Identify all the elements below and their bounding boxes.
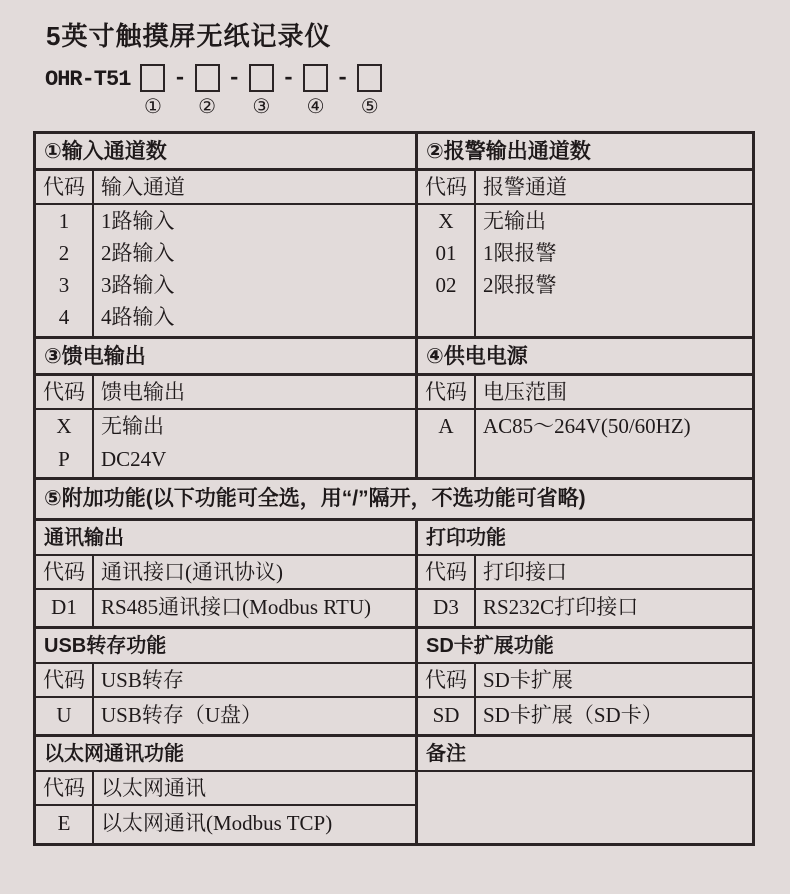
desc-cell: USB转存（U盘） (101, 703, 263, 727)
subsection-title: USB转存功能 (36, 629, 415, 664)
code-cell: 2 (58, 241, 70, 265)
code-cell: 4 (58, 305, 70, 329)
subsection-print-function (418, 521, 752, 626)
section-title: ②报警输出通道数 (418, 134, 752, 171)
table-block-6 (36, 737, 752, 843)
code-column (418, 698, 476, 734)
model-box-5 (357, 64, 382, 92)
section-title: ③馈电输出 (36, 339, 415, 376)
desc-cell: RS232C打印接口 (483, 595, 639, 619)
position-number-5: ⑤ (360, 96, 379, 118)
table-block-5 (36, 629, 752, 737)
code-cell: P (58, 447, 70, 471)
code-cell: U (56, 703, 72, 727)
subsection-usb-transfer (36, 629, 418, 734)
section-title: ④供电电源 (418, 339, 752, 376)
subsection-remarks (418, 737, 752, 843)
code-column (418, 590, 476, 626)
desc-header-cell: 打印接口 (483, 560, 567, 584)
code-cell: 01 (435, 241, 457, 265)
desc-header-cell: USB转存 (101, 668, 184, 692)
subsection-ethernet (36, 737, 418, 843)
code-header-cell: 代码 (418, 556, 476, 588)
section-alarm-channels (418, 134, 752, 336)
code-column (36, 205, 94, 336)
model-position-3 (249, 64, 274, 118)
desc-cell: 以太网通讯(Modbus TCP) (101, 811, 333, 835)
subsection-title: 备注 (418, 737, 752, 772)
data-rows (418, 205, 752, 336)
model-dash: - (173, 66, 187, 91)
section-feed-output (36, 339, 418, 477)
code-header-cell: 代码 (36, 556, 94, 588)
subsection-comm-output (36, 521, 418, 626)
data-rows (36, 410, 415, 477)
desc-column (476, 410, 752, 477)
model-dash: - (227, 66, 241, 91)
code-cell: X (56, 414, 72, 438)
table-block-3 (36, 480, 752, 521)
desc-header-cell: 电压范围 (483, 380, 567, 404)
subsection-sd-card (418, 629, 752, 734)
desc-column (94, 698, 415, 734)
desc-column (476, 590, 752, 626)
code-header-cell: 代码 (418, 376, 476, 408)
data-rows (36, 205, 415, 336)
column-header-row (36, 376, 415, 410)
remarks-empty-cell (418, 772, 752, 842)
column-header-row (36, 556, 415, 590)
model-dash: - (336, 66, 350, 91)
column-header-row (418, 664, 752, 698)
code-header-cell: 代码 (418, 171, 476, 203)
desc-cell: RS485通讯接口(Modbus RTU) (101, 595, 372, 619)
subsection-title: 通讯输出 (36, 521, 415, 556)
position-number-4: ④ (306, 96, 325, 118)
desc-header-cell: 报警通道 (483, 175, 567, 199)
column-header-row (36, 772, 415, 806)
model-code-line (45, 64, 382, 118)
code-header-cell: 代码 (36, 171, 94, 203)
desc-column (94, 806, 415, 843)
model-dash: - (281, 66, 296, 91)
section-title: ①输入通道数 (36, 134, 415, 171)
code-column (418, 410, 476, 477)
desc-cell: 无输出 (101, 414, 164, 438)
model-position-2 (195, 64, 220, 118)
section-input-channels (36, 134, 418, 336)
spec-table (33, 131, 755, 846)
table-block-1 (36, 134, 752, 339)
position-number-2: ② (198, 96, 217, 118)
column-header-row (418, 171, 752, 205)
code-cell: 3 (58, 273, 70, 297)
section-title-additional-functions: ⑤附加功能(以下功能可全选，用“/”隔开，不选功能可省略) (44, 487, 586, 510)
model-box-3 (249, 64, 274, 92)
desc-column (476, 698, 752, 734)
desc-header-cell: 以太网通讯 (101, 776, 206, 800)
page-title: 5英寸触摸屏无纸记录仪 (46, 21, 332, 51)
subsection-title: SD卡扩展功能 (418, 629, 752, 664)
data-rows (418, 590, 752, 626)
column-header-row (36, 171, 415, 205)
code-header-cell: 代码 (36, 376, 94, 408)
table-block-2 (36, 339, 752, 480)
code-header-cell: 代码 (418, 664, 476, 696)
desc-cell: 2路输入 (101, 241, 175, 265)
desc-header-cell: SD卡扩展 (483, 668, 573, 692)
desc-cell: 无输出 (483, 209, 546, 233)
data-rows (36, 806, 415, 843)
column-header-row (418, 376, 752, 410)
column-header-row (36, 664, 415, 698)
model-position-5 (357, 64, 382, 118)
model-box-2 (195, 64, 220, 92)
desc-cell: 4路输入 (101, 305, 175, 329)
model-box-1 (140, 64, 165, 92)
desc-header-cell: 通讯接口(通讯协议) (101, 560, 283, 584)
code-cell: 02 (435, 273, 457, 297)
model-position-4 (303, 64, 328, 118)
desc-column (476, 205, 752, 336)
desc-cell: 3路输入 (101, 273, 175, 297)
desc-column (94, 590, 415, 626)
desc-cell: 1路输入 (101, 209, 175, 233)
model-prefix: OHR-T51 (45, 67, 131, 92)
data-rows (36, 698, 415, 734)
model-box-4 (303, 64, 328, 92)
data-rows (418, 698, 752, 734)
code-cell: A (438, 414, 454, 438)
column-header-row (418, 556, 752, 590)
code-cell: 1 (58, 209, 70, 233)
code-column (36, 410, 94, 477)
data-rows (36, 590, 415, 626)
code-column (418, 205, 476, 336)
desc-cell: DC24V (101, 447, 167, 471)
position-number-1: ① (143, 96, 162, 118)
desc-column (94, 205, 415, 336)
code-column (36, 590, 94, 626)
desc-header-cell: 输入通道 (101, 175, 185, 199)
code-header-cell: 代码 (36, 664, 94, 696)
code-cell: D3 (433, 595, 459, 619)
desc-cell: AC85～264V(50/60HZ) (483, 414, 691, 438)
code-header-cell: 代码 (36, 772, 94, 804)
code-cell: E (57, 811, 71, 835)
desc-cell: 2限报警 (483, 273, 557, 297)
position-number-3: ③ (252, 96, 271, 118)
code-cell: D1 (51, 595, 77, 619)
section-power-supply (418, 339, 752, 477)
desc-cell: SD卡扩展（SD卡） (483, 703, 663, 727)
subsection-title: 打印功能 (418, 521, 752, 556)
subsection-title: 以太网通讯功能 (36, 737, 415, 772)
data-rows (418, 410, 752, 477)
desc-column (94, 410, 415, 477)
desc-cell: 1限报警 (483, 241, 557, 265)
code-column (36, 806, 94, 843)
code-column (36, 698, 94, 734)
desc-header-cell: 馈电输出 (101, 380, 185, 404)
code-cell: X (438, 209, 454, 233)
code-cell: SD (432, 703, 460, 727)
model-position-1 (140, 64, 165, 118)
table-block-4 (36, 521, 752, 629)
